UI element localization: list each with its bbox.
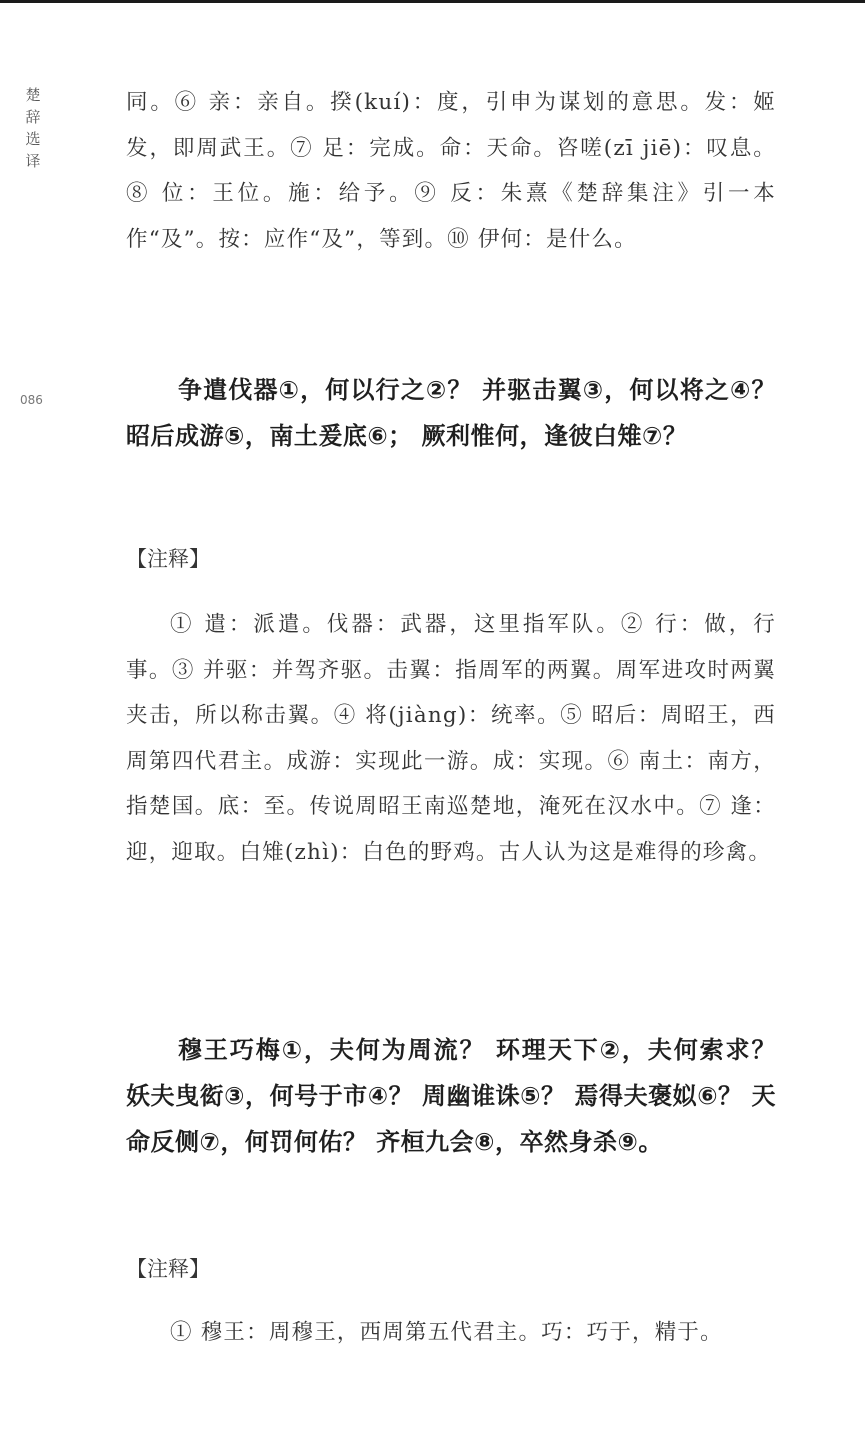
notes-2 [126, 1310, 776, 1356]
book-title-char: 译 [25, 152, 41, 170]
notes-heading-1-text: 【注释】 [126, 547, 210, 571]
stanza-2 [126, 1027, 776, 1165]
notes-1 [126, 602, 776, 875]
notes-2-text: ① 穆王：周穆王，西周第五代君主。巧：巧于，精于。 [170, 1320, 723, 1345]
book-title-char: 楚 [25, 86, 41, 104]
previous-notes-text: 同。⑥ 亲：亲自。揆(kuí)：度，引申为谋划的意思。发：姬发，即周武王。⑦ 足：完成。命：天命。咨嗟(zī jiē)：叹息。⑧ 位：王位。施：给予。⑨ 反：朱熹《楚辞集注》引一本作“及”。按：应作“及”，等到。⑩ 伊何：是什么。 [126, 90, 776, 252]
stanza-1-text: 争遣伐器①，何以行之②？ 并驱击翼③，何以将之④？ 昭后成游⑤，南土爰底⑥； 厥利惟何，逢彼白雉⑦？ [126, 376, 776, 450]
previous-notes-block [126, 80, 776, 262]
stanza-1 [126, 367, 776, 459]
notes-heading-1 [126, 544, 210, 574]
page-number: 086 [20, 393, 43, 407]
top-rule [0, 0, 865, 3]
stanza-2-text: 穆王巧梅①，夫何为周流？ 环理天下②，夫何索求？ 妖夫曳衒③，何号于市④？ 周幽谁诛⑤？ 焉得夫褒姒⑥？ 天命反侧⑦，何罚何佑？ 齐桓九会⑧，卒然身杀⑨。 [126, 1036, 776, 1156]
notes-1-text: ① 遣：派遣。伐器：武器，这里指军队。② 行：做，行事。③ 并驱：并驾齐驱。击翼：指周军的两翼。周军进攻时两翼夹击，所以称击翼。④ 将(jiàng)：统率。⑤ 昭后：周昭王，西周第四代君主。成游：实现此一游。成：实现。⑥ 南土：南方，指楚国。底：至。传说周昭王南巡楚地，淹死在汉水中。⑦ 逢：迎，迎取。白雉(zhì)：白色的野鸡。古人认为这是难得的珍禽。 [126, 612, 776, 865]
notes-heading-2-text: 【注释】 [126, 1257, 210, 1281]
book-title-char: 选 [25, 130, 41, 148]
running-header-book-title [24, 84, 42, 172]
notes-heading-2 [126, 1254, 210, 1284]
book-title-char: 辞 [25, 108, 41, 126]
